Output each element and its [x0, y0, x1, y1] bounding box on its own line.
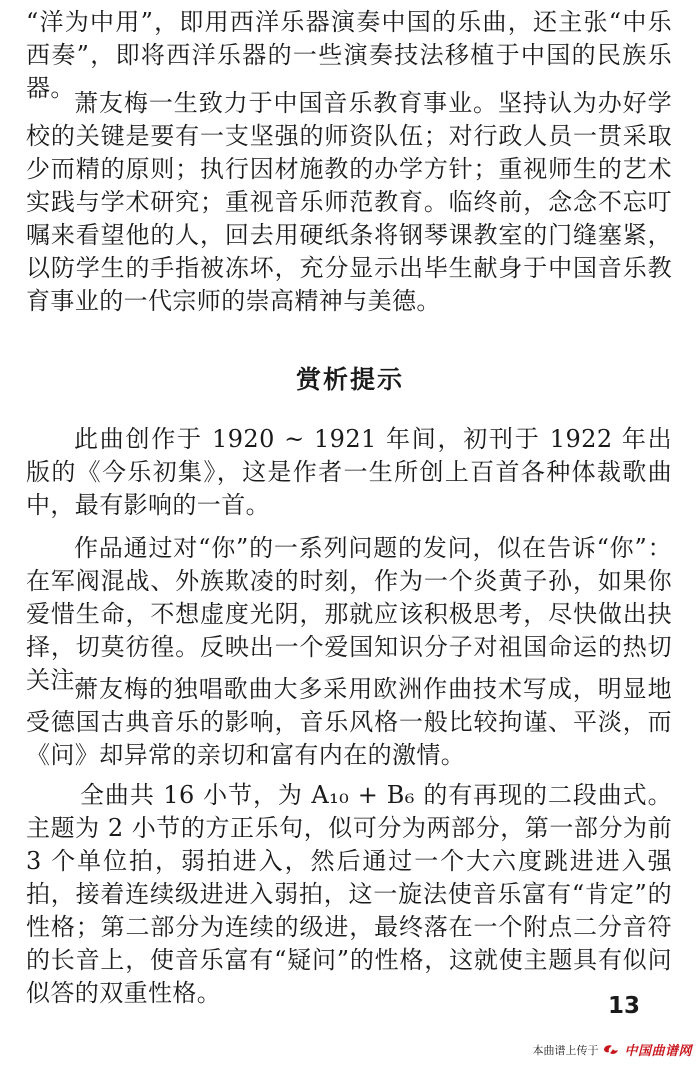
site-logo-icon [602, 1043, 620, 1057]
section-paragraph-2: 作品通过对“你”的一系列问题的发问，似在告诉“你”：在军阀混战、外族欺凌的时刻，作为一个炎黄子孙，如果你爱惜生命，不想虚度光阴，那就应该积极思考，尽快做出抉择，切莫彷徨。反映出一个爱国知识分子对祖国命运的热切关注。 [26, 534, 672, 694]
section-heading: 赏析提示 [295, 365, 404, 394]
footer-site-name: 中国曲谱网 [624, 1044, 692, 1059]
footer-watermark [532, 1040, 692, 1059]
section-paragraph-1: 此曲创作于 1920 ~ 1921 年间，初刊于 1922 年出版的《今乐初集》，这是作者一生所创上百首各种体裁歌曲中，最有影响的一首。 [26, 425, 672, 519]
footer-text: 本曲谱上传于 [532, 1043, 599, 1057]
intro-paragraph-2: 萧友梅一生致力于中国音乐教育事业。坚持认为办好学校的关键是要有一支坚强的师资队伍；对行政人员一贯采取少而精的原则；执行因材施教的办学方针；重视师生的艺术实践与学术研究；重视音乐师范教育。临终前，念念不忘叮嘱来看望他的人，回去用硬纸条将钢琴课教室的门缝塞紧，以防学生的手指被冻坏，充分显示出毕生献身于中国音乐教育事业的一代宗师的崇高精神与美德。 [26, 89, 672, 315]
section-paragraph-4: 全曲共 16 小节，为 A₁₀ + B₆ 的有再现的二段曲式。主题为 2 小节的方正乐句，似可分为两部分，第一部分为前 3 个单位拍，弱拍进入，然后通过一个大六度跳进进入强拍，接着连续级进进入弱拍，这一旋法使音乐富有“肯定”的性格；第二部分为连续的级进，最终落在一个附点二分音符的长音上，使音乐富有“疑问”的性格，这就使主题具有似问似答的双重性格。 [26, 781, 672, 1007]
intro-paragraph-1: “洋为中用”，即用西洋乐器演奏中国的乐曲，还主张“中乐西奏”，即将西洋乐器的一些演奏技法移植于中国的民族乐器。 [26, 8, 672, 102]
section-paragraph-3: 萧友梅的独唱歌曲大多采用欧洲作曲技术写成，明显地受德国古典音乐的影响，音乐风格一般比较拘谨、平淡，而《问》却异常的亲切和富有内在的激情。 [26, 675, 672, 769]
page-number: 13 [607, 993, 640, 1019]
